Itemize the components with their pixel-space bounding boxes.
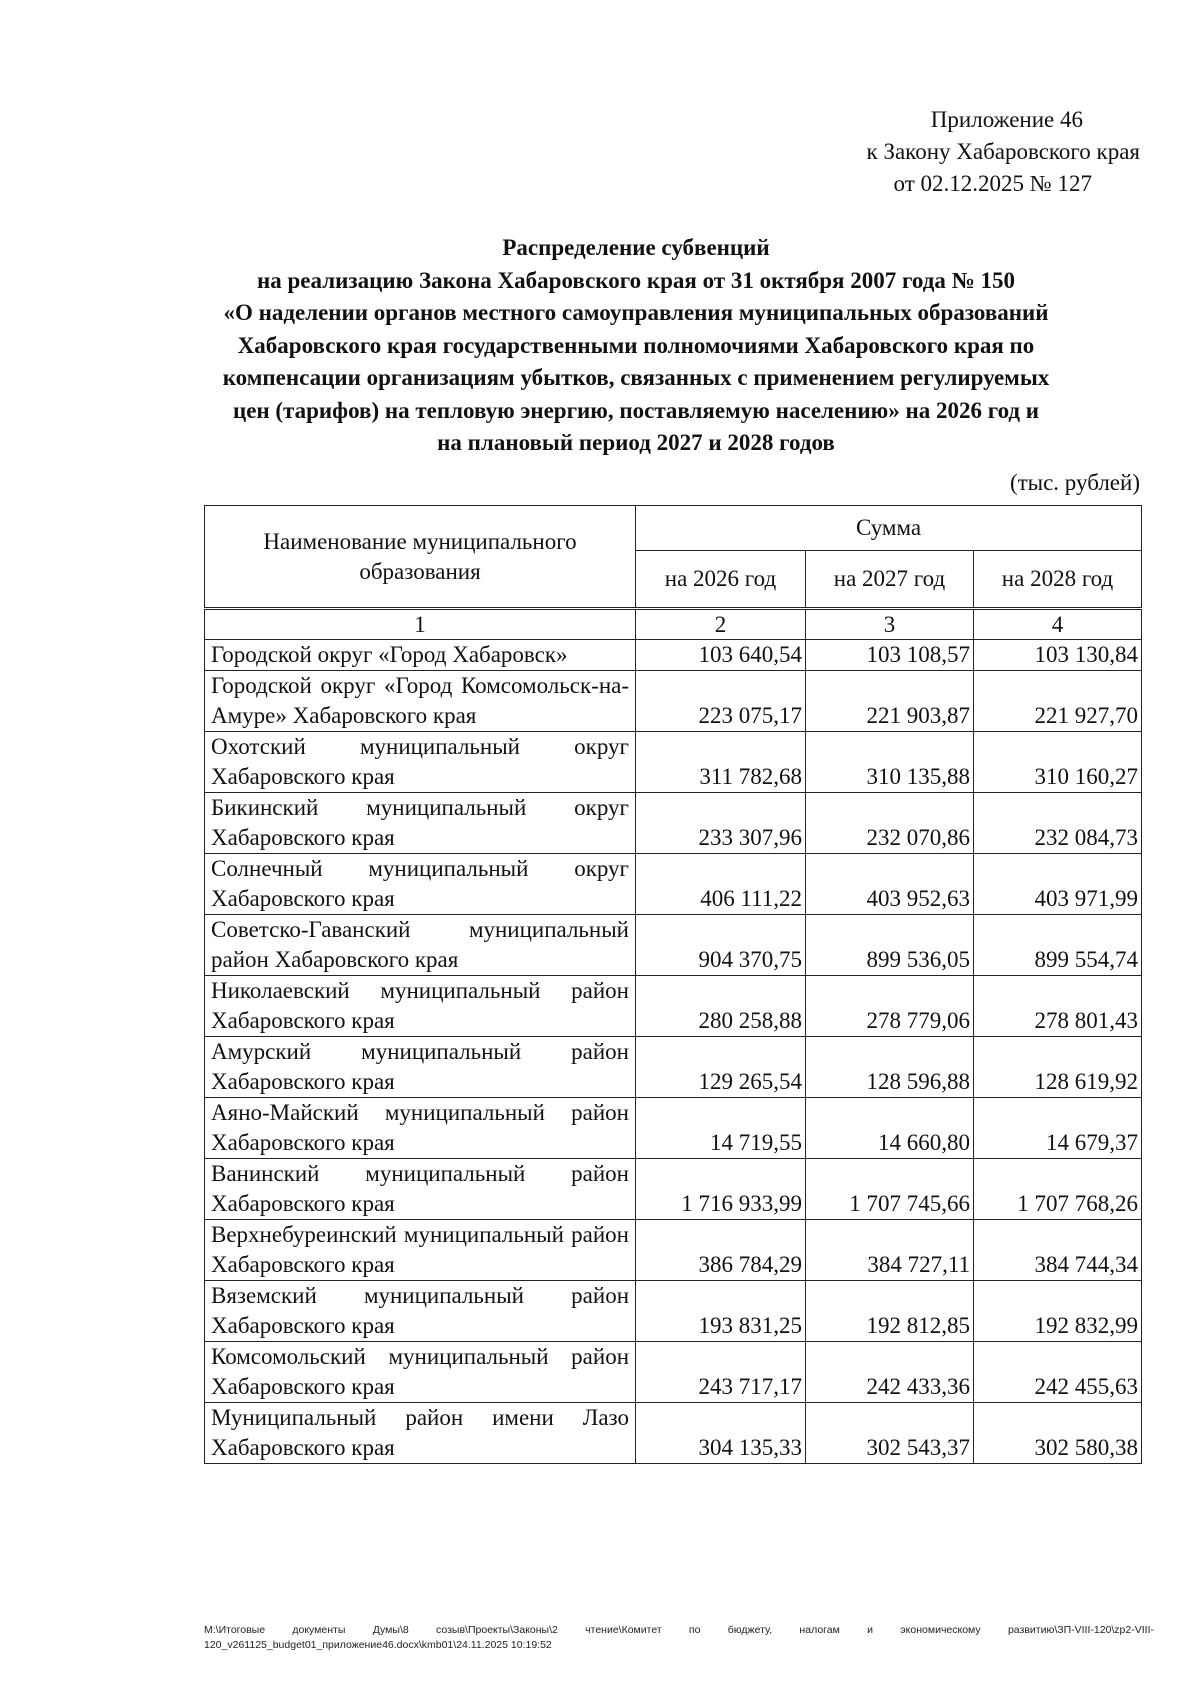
- amount-2026: 386 784,29: [636, 1220, 806, 1281]
- table-row: [205, 1037, 1142, 1098]
- municipality-name: Ванинский муниципальный район Хабаровского края: [205, 1159, 636, 1220]
- table-row: [205, 915, 1142, 976]
- amount-2028: 103 130,84: [974, 640, 1142, 671]
- annex-number: Приложение 46: [930, 107, 1083, 132]
- amount-2028: 242 455,63: [974, 1342, 1142, 1403]
- municipality-name: Верхнебуреинский муниципальный район Хабаровского края: [205, 1220, 636, 1281]
- municipality-name: Муниципальный район имени Лазо Хабаровского края: [205, 1403, 636, 1464]
- table-row: [205, 1403, 1142, 1464]
- municipality-name: Городской округ «Город Комсомольск-на-Амуре» Хабаровского края: [205, 671, 636, 732]
- column-index: 3: [806, 609, 974, 640]
- amount-2027: 278 779,06: [806, 976, 974, 1037]
- table-row: [205, 671, 1142, 732]
- table-row: [205, 1220, 1142, 1281]
- amount-2028: 232 084,73: [974, 793, 1142, 854]
- table-row: [205, 854, 1142, 915]
- amount-2028: 1 707 768,26: [974, 1159, 1142, 1220]
- municipality-name: Аяно-Майский муниципальный район Хабаровского края: [205, 1098, 636, 1159]
- amount-2028: 384 744,34: [974, 1220, 1142, 1281]
- municipality-name: Николаевский муниципальный район Хабаровского края: [205, 976, 636, 1037]
- title-line: Распределение субвенций: [502, 235, 770, 260]
- title-line: компенсации организациям убытков, связанных с применением регулируемых: [222, 365, 1050, 390]
- amount-2027: 384 727,11: [806, 1220, 974, 1281]
- amount-2026: 193 831,25: [636, 1281, 806, 1342]
- amount-2026: 304 135,33: [636, 1403, 806, 1464]
- file-path-footer: M:\Итоговые документы Думы\8 созыв\Проекты\Законы\2 чтение\Комитет по бюджету, налогам и экономическому развитию\ЗП-VIII-120\zp2-VIII-120_v261125_budget01_приложение46.docx\kmb01\24.11.2025 10:19:52: [204, 1624, 1154, 1651]
- amount-2027: 302 543,37: [806, 1403, 974, 1464]
- header-row: [205, 506, 1142, 551]
- table-row: [205, 1281, 1142, 1342]
- column-index: 2: [636, 609, 806, 640]
- amount-2026: 243 717,17: [636, 1342, 806, 1403]
- municipality-name: Бикинский муниципальный округ Хабаровского края: [205, 793, 636, 854]
- municipality-name: Городской округ «Город Хабаровск»: [205, 640, 636, 671]
- header-year-2027: на 2027 год: [806, 551, 974, 609]
- title-line: «О наделении органов местного самоуправления муниципальных образований: [223, 300, 1049, 325]
- amount-2027: 103 108,57: [806, 640, 974, 671]
- column-index: 4: [974, 609, 1142, 640]
- table-row: [205, 1159, 1142, 1220]
- header-year-2026: на 2026 год: [636, 551, 806, 609]
- amount-2027: 242 433,36: [806, 1342, 974, 1403]
- table-row: [205, 1342, 1142, 1403]
- amount-2028: 221 927,70: [974, 671, 1142, 732]
- amount-2026: 904 370,75: [636, 915, 806, 976]
- amount-2027: 1 707 745,66: [806, 1159, 974, 1220]
- amount-2027: 310 135,88: [806, 732, 974, 793]
- amount-2026: 1 716 933,99: [636, 1159, 806, 1220]
- amount-2026: 223 075,17: [636, 671, 806, 732]
- amount-2027: 128 596,88: [806, 1037, 974, 1098]
- amount-2028: 899 554,74: [974, 915, 1142, 976]
- column-index-row: [205, 609, 1142, 640]
- header-sum: Сумма: [636, 506, 1142, 551]
- municipality-name: Вяземский муниципальный район Хабаровского края: [205, 1281, 636, 1342]
- subvention-table: [204, 505, 1142, 1464]
- amount-2026: 406 111,22: [636, 854, 806, 915]
- table-row: [205, 1098, 1142, 1159]
- title-line: цен (тарифов) на тепловую энергию, поставляемую населению» на 2026 год и: [232, 397, 1040, 423]
- amount-2028: 403 971,99: [974, 854, 1142, 915]
- annex-law-ref: к Закону Хабаровского края: [866, 139, 1140, 164]
- municipality-name: Комсомольский муниципальный район Хабаровского края: [205, 1342, 636, 1403]
- table-row: [205, 732, 1142, 793]
- amount-2026: 129 265,54: [636, 1037, 806, 1098]
- amount-2028: 14 679,37: [974, 1098, 1142, 1159]
- municipality-name: Амурский муниципальный район Хабаровского края: [205, 1037, 636, 1098]
- header-year-2028: на 2028 год: [974, 551, 1142, 609]
- amount-2026: 103 640,54: [636, 640, 806, 671]
- title-line: на плановый период 2027 и 2028 годов: [437, 430, 835, 455]
- amount-2026: 311 782,68: [636, 732, 806, 793]
- amount-2027: 192 812,85: [806, 1281, 974, 1342]
- unit-label: (тыс. рублей): [1009, 470, 1140, 495]
- amount-2028: 310 160,27: [974, 732, 1142, 793]
- amount-2028: 278 801,43: [974, 976, 1142, 1037]
- amount-2027: 221 903,87: [806, 671, 974, 732]
- title-line: Хабаровского края государственными полномочиями Хабаровского края по: [237, 332, 1035, 358]
- amount-2026: 233 307,96: [636, 793, 806, 854]
- municipality-name: Солнечный муниципальный округ Хабаровского края: [205, 854, 636, 915]
- annex-date: от 02.12.2025 № 127: [893, 171, 1092, 196]
- document-title: [190, 232, 1082, 460]
- amount-2027: 403 952,63: [806, 854, 974, 915]
- municipality-name: Охотский муниципальный округ Хабаровского края: [205, 732, 636, 793]
- amount-2028: 302 580,38: [974, 1403, 1142, 1464]
- header-name: Наименование муниципального образования: [205, 506, 636, 609]
- title-line: на реализацию Закона Хабаровского края от 31 октября 2007 года № 150: [257, 267, 1015, 293]
- table-row: [205, 640, 1142, 671]
- amount-2028: 192 832,99: [974, 1281, 1142, 1342]
- amount-2027: 14 660,80: [806, 1098, 974, 1159]
- annex-header: [810, 104, 1140, 200]
- municipality-name: Советско-Гаванский муниципальный район Хабаровского края: [205, 915, 636, 976]
- table-row: [205, 976, 1142, 1037]
- column-index: 1: [205, 609, 636, 640]
- amount-2026: 280 258,88: [636, 976, 806, 1037]
- amount-2028: 128 619,92: [974, 1037, 1142, 1098]
- amount-2026: 14 719,55: [636, 1098, 806, 1159]
- amount-2027: 899 536,05: [806, 915, 974, 976]
- table-row: [205, 793, 1142, 854]
- amount-2027: 232 070,86: [806, 793, 974, 854]
